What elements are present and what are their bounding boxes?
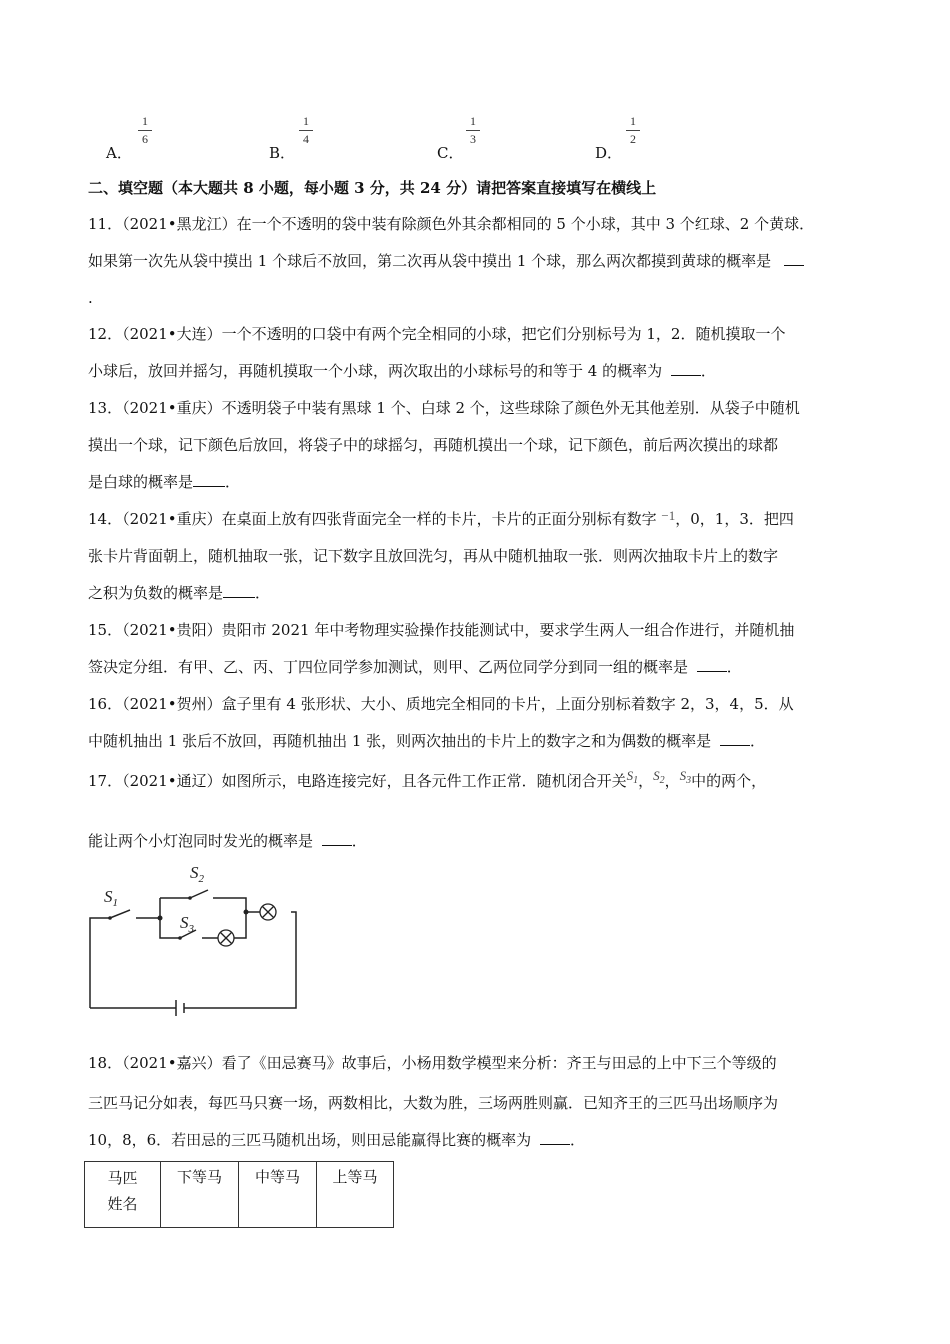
switch-s1-blade	[110, 910, 130, 918]
q17-end: ．	[351, 832, 367, 850]
q11-line1: 11．（2021•黑龙江）在一个不透明的袋中装有除颜色外其余都相同的 5 个小球，其中 3 个红球、2 个黄球．	[88, 215, 815, 233]
choice-d-letter: D．	[595, 144, 623, 162]
q16-line1: 16．（2021•贺州）盒子里有 4 张形状、大小、质地完全相同的卡片，上面分别标着数字 2，3，4，5．从	[88, 695, 794, 713]
choice-a-numerator: 1	[142, 114, 148, 128]
q17-line1-text-b: 中的两个，	[691, 772, 767, 790]
choice-c-fraction	[466, 114, 480, 147]
choice-a-fraction	[138, 114, 152, 147]
q17-line2	[88, 831, 367, 851]
q17-line1	[88, 768, 767, 794]
s1-contact-a	[108, 916, 112, 920]
q17-answer-blank[interactable]	[322, 831, 352, 846]
q12-line2-text: 小球后，放回并摇匀，再随机摸取一个小球，两次取出的小球标号的和等于 4 的概率为	[88, 362, 663, 380]
choice-d-denominator: 2	[630, 132, 636, 146]
q13-line2: 摸出一个球，记下颜色后放回，将袋子中的球摇匀，再随机摸出一个球，记下颜色，前后两次摸出的球都	[88, 436, 779, 454]
wire-s3-left	[160, 918, 180, 938]
q13-line1: 13．（2021•重庆）不透明袋子中装有黑球 1 个、白球 2 个，这些球除了颜色外无其他差别．从袋子中随机	[88, 399, 800, 417]
q12-line1: 12．（2021•大连）一个不透明的口袋中有两个完全相同的小球，把它们分别标号为 1，2．随机摸取一个	[88, 325, 786, 343]
q18-line3	[88, 1130, 585, 1150]
choice-d-numerator: 1	[630, 114, 636, 128]
choice-c-letter: C．	[437, 144, 464, 162]
q18-answer-blank[interactable]	[540, 1130, 570, 1145]
corner-bottom-label: 姓名	[107, 1195, 138, 1213]
horse-score-table	[84, 1161, 394, 1228]
q13-end: ．	[225, 473, 241, 491]
choice-c-numerator: 1	[470, 114, 476, 128]
junction-right	[244, 910, 249, 915]
wire-left	[90, 918, 110, 1008]
q17-sep2: ，	[664, 772, 680, 790]
q16-line2-text: 中随机抽出 1 张后不放回，再随机抽出 1 张，则两次抽出的卡片上的数字之和为偶数的概率是	[88, 732, 712, 750]
q16-end: ．	[749, 732, 765, 750]
table-header-middle-horse: 中等马	[239, 1162, 317, 1228]
q11-line3: .	[88, 289, 93, 307]
q11-line2-text: 如果第一次先从袋中摸出 1 个球后不放回，第二次再从袋中摸出 1 个球，那么两次都摸到黄球的概率是	[88, 252, 772, 270]
choice-b-fraction	[299, 114, 313, 147]
table-row	[85, 1162, 394, 1228]
choice-c-denominator: 3	[470, 132, 476, 146]
q16-answer-blank[interactable]	[720, 731, 750, 746]
circuit-s2-label: $S_2$	[190, 863, 204, 885]
q12-line2	[88, 361, 716, 381]
q17-sep1: ，	[638, 772, 654, 790]
q15-line1: 15．（2021•贵阳）贵阳市 2021 年中考物理实验操作技能测试中，要求学生两人一组合作进行，并随机抽	[88, 621, 795, 639]
q18-end: ．	[569, 1131, 585, 1149]
q14-line1-text-b: ，0，1，3．把四	[675, 510, 794, 528]
choice-d-fraction	[626, 114, 640, 147]
answer-choices	[0, 112, 950, 164]
table-corner-cell	[85, 1162, 161, 1228]
q12-answer-blank[interactable]	[671, 361, 701, 376]
wire-s2-right	[213, 898, 246, 912]
q16-line2	[88, 731, 765, 751]
q17-s1-label: $S_1$	[626, 768, 639, 786]
choice-a-denominator: 6	[142, 132, 148, 146]
q17-s2-label: $S_2$	[653, 768, 665, 786]
s2-contact-a	[188, 896, 192, 900]
q17-s3-label: $S_3$	[679, 768, 692, 786]
q12-end: ．	[700, 362, 716, 380]
q14-end: ．	[255, 584, 271, 602]
q15-line2	[88, 657, 742, 677]
section-title: 二、填空题（本大题共 8 小题，每小题 3 分，共 24 分）请把答案直接填写在横线上	[88, 179, 657, 197]
q11-line2	[88, 251, 804, 271]
q18-line3-text: 10，8，6．若田忌的三匹马随机出场，则田忌能赢得比赛的概率为	[88, 1131, 532, 1149]
q15-answer-blank[interactable]	[697, 657, 727, 672]
table-header-lower-horse: 下等马	[161, 1162, 239, 1228]
q14-line1-text-a: 14．（2021•重庆）在桌面上放有四张背面完全一样的卡片，卡片的正面分别标有数字	[88, 510, 657, 528]
q17-line1-text-a: 17．（2021•通辽）如图所示，电路连接完好，且各元件工作正常．随机闭合开关	[88, 772, 627, 790]
q18-line2: 三匹马记分如表，每匹马只赛一场，两数相比，大数为胜，三场两胜则赢．已知齐王的三匹马出场顺序为	[88, 1094, 779, 1112]
q17-line2-text: 能让两个小灯泡同时发光的概率是	[88, 832, 314, 850]
wire-bottom-right	[184, 912, 296, 1008]
junction-left	[158, 916, 163, 921]
wire-s1-to-branch	[136, 898, 160, 918]
q13-line3-text: 是白球的概率是	[88, 473, 194, 491]
corner-top-label: 马匹	[107, 1169, 138, 1187]
q14-line3-text: 之积为负数的概率是	[88, 584, 224, 602]
wire-bulb2-right	[234, 912, 246, 938]
q15-end: ．	[726, 658, 742, 676]
choice-b-denominator: 4	[303, 132, 309, 146]
table-header-upper-horse: 上等马	[317, 1162, 394, 1228]
q14-answer-blank[interactable]	[223, 583, 255, 598]
q13-line3	[88, 472, 240, 492]
q11-answer-blank[interactable]	[784, 251, 804, 266]
choice-a-letter: A．	[106, 144, 132, 162]
switch-s2-blade	[190, 890, 208, 898]
circuit-diagram	[84, 858, 304, 1028]
q14-line2: 张卡片背面朝上，随机抽取一张，记下数字且放回洗匀，再从中随机抽取一张．则两次抽取卡片上的数字	[88, 547, 779, 565]
q18-line1: 18．（2021•嘉兴）看了《田忌赛马》故事后，小杨用数学模型来分析：齐王与田忌的上中下三个等级的	[88, 1054, 777, 1072]
choice-b-letter: B．	[269, 144, 296, 162]
q14-line3	[88, 583, 270, 603]
q15-line2-text: 签决定分组．有甲、乙、丙、丁四位同学参加测试，则甲、乙两位同学分到同一组的概率是	[88, 658, 689, 676]
circuit-s1-label: $S_1$	[104, 887, 118, 909]
q13-answer-blank[interactable]	[193, 472, 225, 487]
q14-negative-one: −1	[661, 508, 676, 523]
s3-contact-a	[178, 936, 182, 940]
circuit-s3-label: $S_3$	[180, 913, 194, 935]
q14-line1	[88, 509, 794, 530]
choice-b-numerator: 1	[303, 114, 309, 128]
